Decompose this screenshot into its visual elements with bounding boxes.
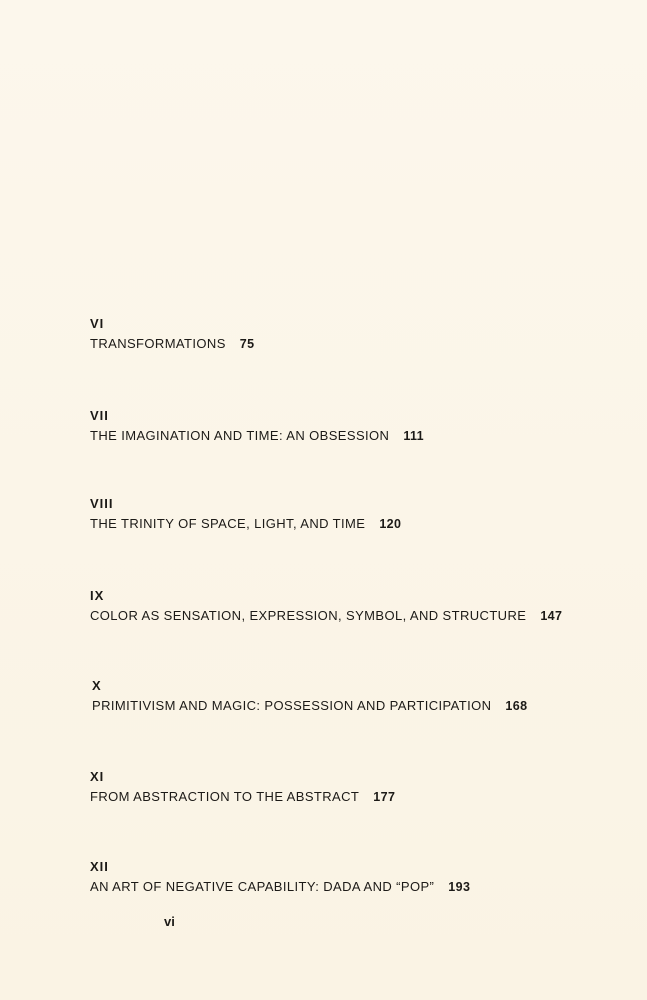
chapter-numeral: X <box>92 678 102 693</box>
chapter-title: TRANSFORMATIONS <box>90 336 226 351</box>
chapter-page-number: 177 <box>373 790 396 804</box>
chapter-numeral: IX <box>90 588 105 603</box>
chapter-numeral: VI <box>90 316 105 331</box>
chapter-line <box>90 879 470 895</box>
toc-entry <box>90 316 254 352</box>
chapter-title: PRIMITIVISM AND MAGIC: POSSESSION AND PARTICIPATION <box>92 698 492 713</box>
page-folio: vi <box>164 914 175 929</box>
toc-entry <box>90 408 424 444</box>
chapter-page-number: 168 <box>505 699 528 713</box>
chapter-page-number: 193 <box>448 880 471 894</box>
toc-entry <box>90 496 401 532</box>
chapter-page-number: 111 <box>403 429 425 443</box>
chapter-line <box>90 428 424 444</box>
chapter-page-number: 120 <box>379 517 402 531</box>
chapter-line <box>90 789 395 805</box>
chapter-line <box>90 516 401 532</box>
toc-entry <box>90 769 395 805</box>
chapter-numeral: VII <box>90 408 109 423</box>
chapter-page-number: 147 <box>540 609 563 623</box>
chapter-title: COLOR AS SENSATION, EXPRESSION, SYMBOL, AND STRUCTURE <box>90 608 527 623</box>
chapter-line <box>90 336 254 352</box>
toc-entry <box>90 588 562 624</box>
chapter-numeral: XI <box>90 769 105 784</box>
chapter-page-number: 75 <box>239 337 255 351</box>
chapter-title: AN ART OF NEGATIVE CAPABILITY: DADA AND “POP” <box>90 879 435 894</box>
chapter-line <box>92 698 527 714</box>
toc-entry <box>90 859 470 895</box>
chapter-numeral: VIII <box>90 496 114 511</box>
toc-entry <box>92 678 527 714</box>
chapter-title: THE TRINITY OF SPACE, LIGHT, AND TIME <box>90 516 366 531</box>
chapter-title: FROM ABSTRACTION TO THE ABSTRACT <box>90 789 360 804</box>
chapter-line <box>90 608 562 624</box>
chapter-title: THE IMAGINATION AND TIME: AN OBSESSION <box>90 428 390 443</box>
chapter-numeral: XII <box>90 859 109 874</box>
